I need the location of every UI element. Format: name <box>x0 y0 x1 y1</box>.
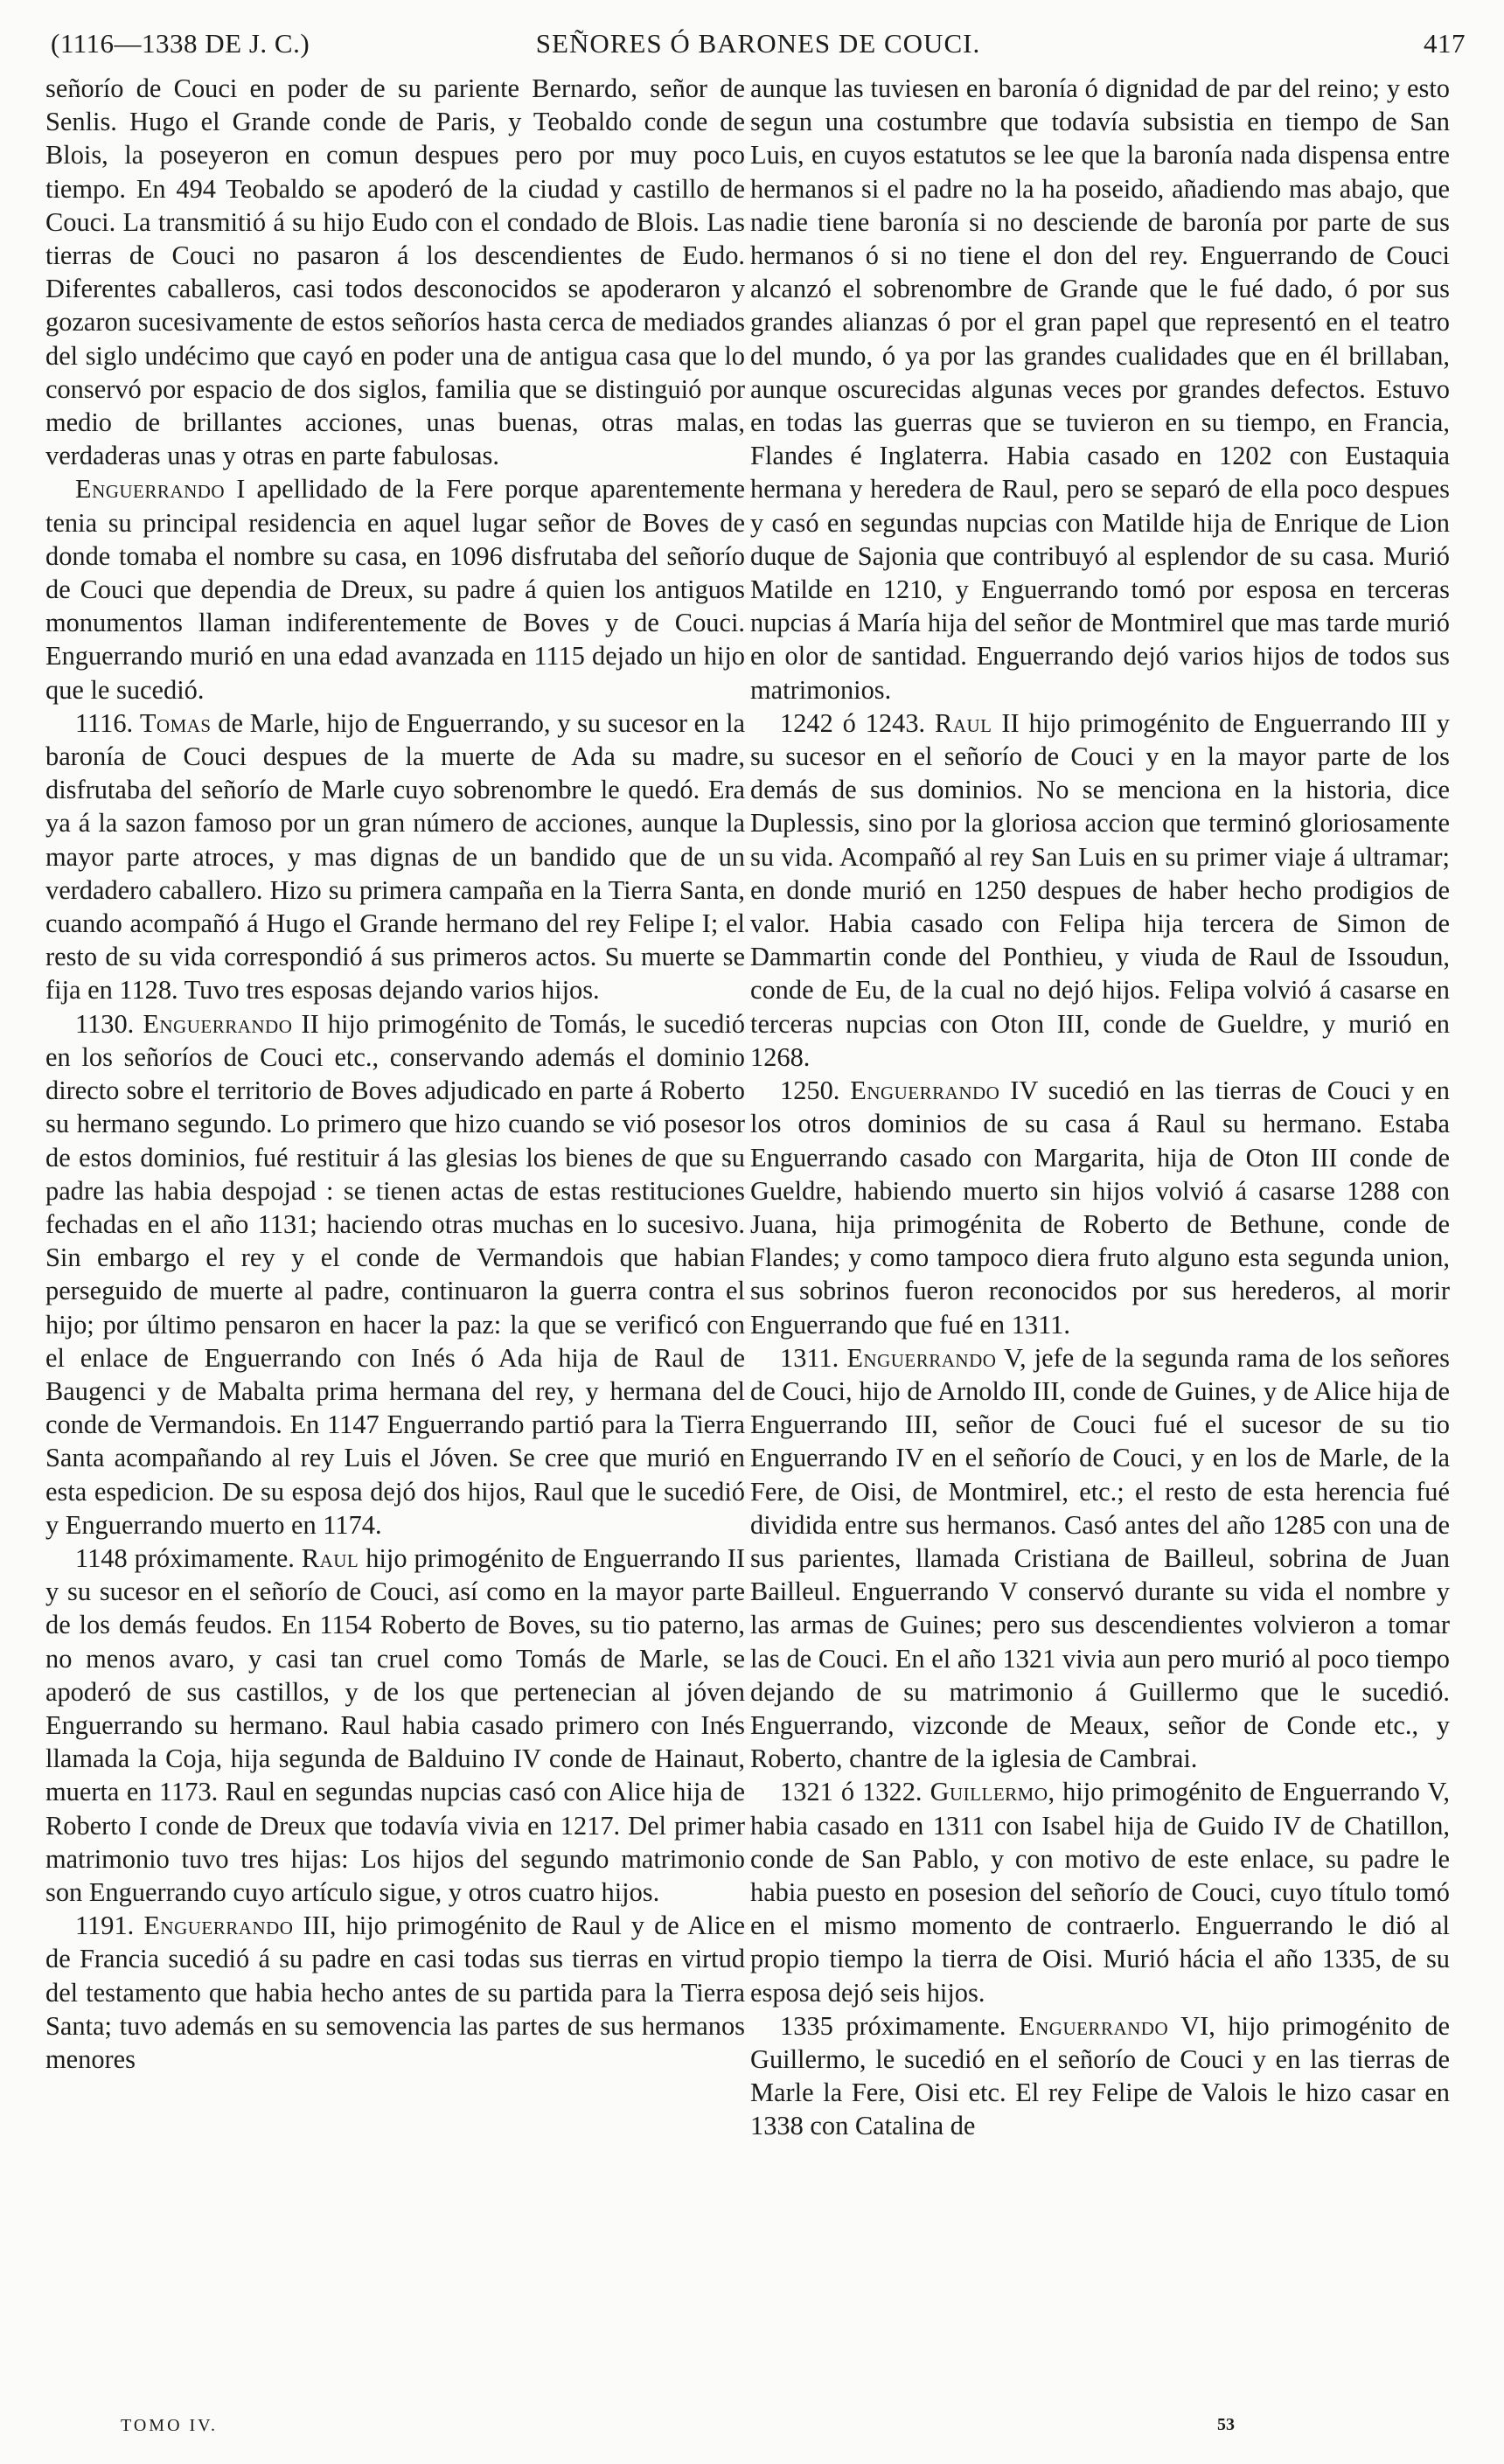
paragraph <box>750 1074 1450 1341</box>
paragraph-text: IV sucedió en las tierras de Couci y en los otros dominios de su casa á Raul su hermano. Estaba Enguerrando casado con Margarita, hija de Oton III conde de Gueldre, habiendo muerto sin hijos volvió á casarse 1288 con Juana, hija primogénita de Roberto de Bethune, conde de Flandes; y como tampoco diera fruto alguno esta segunda union, sus sobrinos fueron reconocidos por sus herederos, al morir Enguerrando que fué en 1311. <box>750 1075 1450 1340</box>
paragraph <box>750 1775 1450 2008</box>
header-title: SEÑORES Ó BARONES DE COUCI. <box>535 28 981 59</box>
volume-label: TOMO IV. <box>121 2416 219 2435</box>
entry-date: 1335 próximamente. <box>780 2010 1020 2041</box>
paragraph <box>45 472 745 706</box>
entry-date: 1148 próximamente. <box>75 1542 302 1573</box>
paragraph-text: de Marle, hijo de Enguerrando, y su sucesor en la baronía de Couci despues de la muerte de Ada su madre, disfrutaba del señorío de Marle cuyo sobrenombre le quedó. Era ya á la sazon famoso por un gran número de acciones, aunque la mayor parte atroces, y mas dignas de un bandido que de un verdadero caballero. Hizo su primera campaña en la Tierra Santa, cuando acompañó á Hugo el Grande hermano del rey Felipe I; el resto de su vida correspondió á sus primeros actos. Su muerte se fija en 1128. Tuvo tres esposas dejando varios hijos. <box>45 707 745 1006</box>
paragraph <box>45 1007 745 1542</box>
paragraph <box>45 72 745 472</box>
entry-name: Enguerrando <box>143 1008 293 1039</box>
entry-date: 1191. <box>75 1911 144 1941</box>
paragraph-text: VI, hijo primogénito de Guillermo, le sucedió en el señorío de Couci y en las tierras de Marle la Fere, Oisi etc. El rey Felipe de Valois le hizo casar en 1338 con Catalina de <box>750 2010 1451 2141</box>
entry-name: Enguerrando <box>846 1342 997 1373</box>
entry-name: Raul <box>301 1542 359 1573</box>
paragraph-text: aunque las tuviesen en baronía ó dignidad de par del reino; y esto segun una costumbre que todavía subsistia en tiempo de San Luis, en cuyos estatutos se lee que la baronía nada dispensa entre hermanos si el padre no la ha poseido, añadiendo mas abajo, que nadie tiene baronía si no desciende de baronía por parte de sus hermanos ó si no tiene el don del rey. Enguerrando de Couci alcanzó el sobrenombre de Grande que le fué dado, ó por sus grandes alianzas ó por el gran papel que representó en el teatro del mundo, ó ya por las grandes cualidades que en él brillaban, aunque oscurecidas algunas veces por grandes defectos. Estuvo en todas las guerras que se tuvieron en su tiempo, en Francia, Flandes é Inglaterra. Habia casado en 1202 con Eustaquia hermana y heredera de Raul, pero se separó de ella poco despues y casó en segundas nupcias con Matilde hija de Enrique de Lion duque de Sajonia que contribuyó al esplendor de su casa. Murió Matilde en 1210, y Enguerrando tomó por esposa en terceras nupcias á María hija del señor de Montmirel que mas tarde murió en olor de santidad. Enguerrando dejó varios hijos de todos sus matrimonios. <box>750 73 1450 705</box>
paragraph <box>750 72 1450 706</box>
entry-date: 1242 ó 1243. <box>780 707 936 738</box>
paragraph-text: señorío de Couci en poder de su pariente Bernardo, señor de Senlis. Hugo el Grande conde de Paris, y Teobaldo conde de Blois, la poseyeron en comun despues pero por muy poco tiempo. En 494 Teobaldo se apoderó de la ciudad y castillo de Couci. La transmitió á su hijo Eudo con el condado de Blois. Las tierras de Couci no pasaron á los descendientes de Eudo. Diferentes caballeros, casi todos desconocidos se apoderaron y gozaron sucesivamente de estos señoríos hasta cerca de mediados del siglo undécimo que cayó en poder una de antigua casa que lo conservó por espacio de dos siglos, familia que se distinguió por medio de brillantes acciones, unas buenas, otras malas, verdaderas unas y otras en parte fabulosas. <box>45 73 745 471</box>
entry-date: 1250. <box>780 1075 851 1106</box>
entry-date: 1116. <box>75 707 140 738</box>
paragraph-text: I apellidado de la Fere porque aparentemente tenia su principal residencia en aquel lugar señor de Boves de donde tomaba el nombre su casa, en 1096 disfrutaba del señorío de Couci que dependia de Dreux, su padre á quien los antiguos monumentos llaman indiferentemente de Boves y de Couci. Enguerrando murió en una edad avanzada en 1115 dejado un hijo que le sucedió. <box>45 474 745 705</box>
entry-date: 1311. <box>780 1342 847 1373</box>
entry-date: 1321 ó 1322. <box>780 1777 930 1807</box>
entry-name: Tomas <box>139 707 212 738</box>
page-number: 417 <box>1424 28 1466 59</box>
header-date-range: (1116—1338 DE J. C.) <box>51 28 310 59</box>
right-column <box>750 72 1450 2143</box>
paragraph-text: hijo primogénito de Enguerrando II y su sucesor en el señorío de Couci, así como en la mayor parte de los demás feudos. En 1154 Roberto de Boves, su tio paterno, no menos avaro, y casi tan cruel como Tomás de Marle, se apoderó de sus castillos, y de los que pertenecian al jóven Enguerrando su hermano. Raul habia casado primero con Inés llamada la Coja, hija segunda de Balduino IV conde de Hainaut, muerta en 1173. Raul en segundas nupcias casó con Alice hija de Roberto I conde de Dreux que todavía vivia en 1217. Del primer matrimonio tuvo tres hijas: Los hijos del segundo matrimonio son Enguerrando cuyo artículo sigue, y otros cuatro hijos. <box>45 1542 746 1907</box>
paragraph <box>750 1341 1450 1776</box>
paragraph-text: V, jefe de la segunda rama de los señores de Couci, hijo de Arnoldo III, conde de Guines, y de Alice hija de Enguerrando III, señor de Couci fué el sucesor de su tio Enguerrando IV en el señorío de Couci, y en los de Marle, de la Fere, de Oisi, de Montmirel, etc.; el resto de esta herencia fué dividida entre sus hermanos. Casó antes del año 1285 con una de sus parientes, llamada Cristiana de Bailleul, sobrina de Juan Bailleul. Enguerrando V conservó durante su vida el nombre y las armas de Guines; pero sus descendientes volvieron a tomar las de Couci. En el año 1321 vivia aun pero murió al poco tiempo dejando de su matrimonio á Guillermo que le sucedió. Enguerrando, vizconde de Meaux, señor de Conde etc., y Roberto, chantre de la iglesia de Cambrai. <box>750 1342 1450 1774</box>
paragraph-text: II hijo primogénito de Tomás, le sucedió en los señoríos de Couci etc., conservando además el dominio directo sobre el territorio de Boves adjudicado en parte á Roberto su hermano segundo. Lo primero que hizo cuando se vió posesor de estos dominios, fué restituir á las glesias los bienes de que su padre las habia despojad : se tienen actas de estas restituciones fechadas en el año 1131; haciendo otras muchas en lo sucesivo. Sin embargo el rey y el conde de Vermandois que habian perseguido de muerte al padre, continuaron la guerra contra el hijo; por último pensaron en hacer la paz: la que se verificó con el enlace de Enguerrando con Inés ó Ada hija de Raul de Baugenci y de Mabalta prima hermana del rey, y hermana del conde de Vermandois. En 1147 Enguerrando partió para la Tierra Santa acompañando al rey Luis el Jóven. Se cree que murió en esta espedicion. De su esposa dejó dos hijos, Raul que le sucedió y Enguerrando muerto en 1174. <box>45 1008 745 1540</box>
running-header <box>51 19 1466 68</box>
paragraph-text: , hijo primogénito de Enguerrando V, habia casado en 1311 con Isabel hija de Guido IV de Chatillon, conde de San Pablo, y con motivo de este enlace, su padre le habia puesto en posesion del señorío de Couci, cuyo título tomó en el mismo momento de contraerlo. Enguerrando le dió al propio tiempo la tierra de Oisi. Murió hácia el año 1335, de su esposa dejó seis hijos. <box>750 1777 1450 2008</box>
entry-name: Enguerrando <box>143 1911 294 1941</box>
entry-date: 1130. <box>75 1008 143 1039</box>
paragraph <box>45 706 745 1007</box>
paragraph-text: II hijo primogénito de Enguerrando III y su sucesor en el señorío de Couci y en la mayor parte de los demás de sus dominios. No se menciona en la historia, dice Duplessis, sino por la gloriosa accion que terminó gloriosamente su vida. Acompañó al rey San Luis en su primer viaje á ultramar; en donde murió en 1250 despues de haber hecho prodigios de valor. Habia casado con Felipa hija tercera de Simon de Dammartin conde del Ponthieu, y viuda de Raul de Issoudun, conde de Eu, de la cual no dejó hijos. Felipa volvió á casarse en terceras nupcias con Oton III, conde de Gueldre, y murió en 1268. <box>750 707 1451 1072</box>
paragraph-text: III, hijo primogénito de Raul y de Alice de Francia sucedió á su padre en casi todas sus tierras en virtud del testamento que habia hecho antes de su partida para la Tierra Santa; tuvo además en su semovencia las partes de sus hermanos menores <box>45 1911 745 2074</box>
entry-name: Enguerrando <box>850 1075 1000 1106</box>
entry-name: Enguerrando <box>75 474 226 505</box>
signature-mark: 53 <box>1217 2415 1235 2434</box>
paragraph <box>750 706 1450 1074</box>
paragraph <box>45 1909 745 2076</box>
left-column <box>45 72 745 2076</box>
paragraph <box>45 1542 745 1909</box>
entry-name: Raul <box>935 707 992 738</box>
paragraph <box>750 2009 1450 2143</box>
entry-name: Guillermo <box>930 1777 1048 1807</box>
entry-name: Enguerrando <box>1019 2010 1169 2041</box>
